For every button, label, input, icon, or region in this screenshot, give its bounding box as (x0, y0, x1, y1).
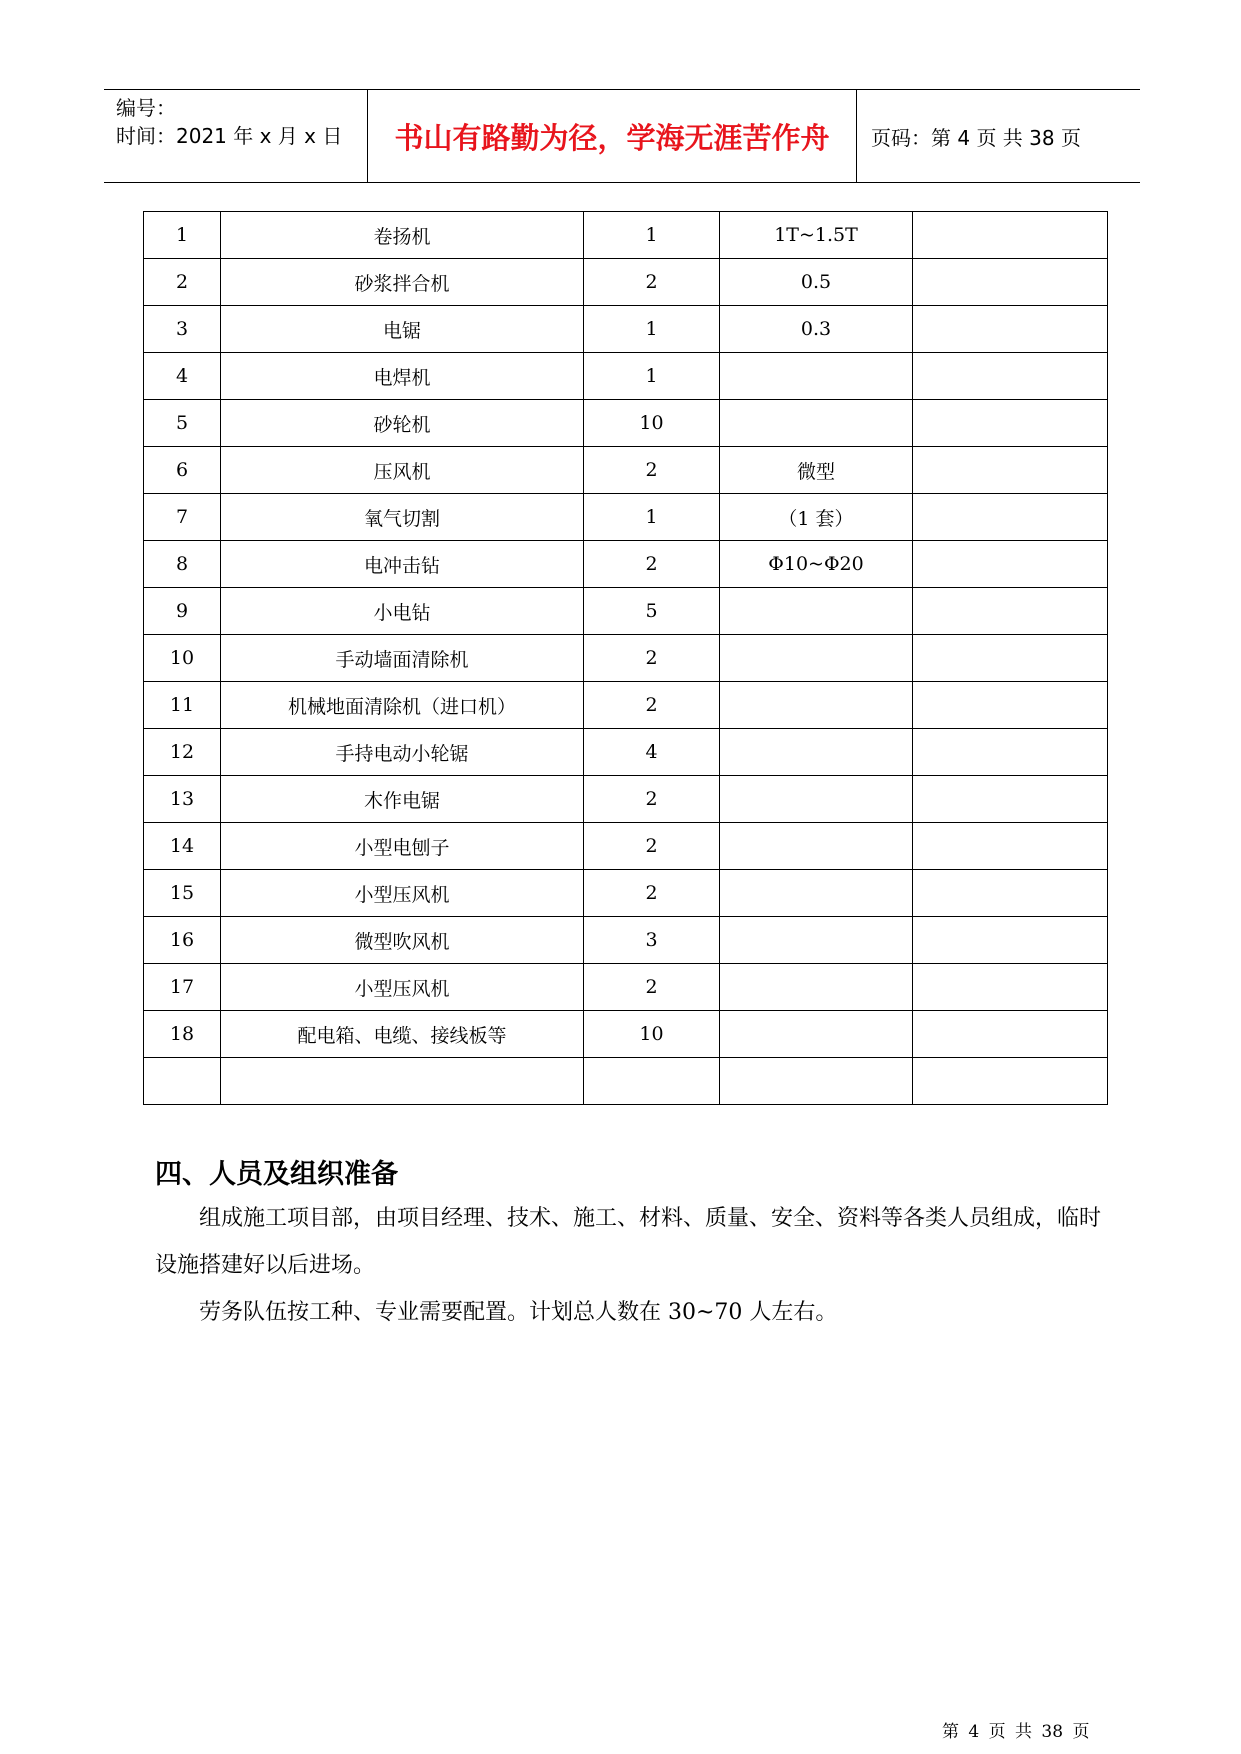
document-number-label: 编号： (116, 96, 176, 120)
row-index-cell: 18 (144, 1011, 221, 1058)
equipment-name-cell: 小型电刨子 (221, 823, 584, 870)
specification-cell (720, 635, 913, 682)
equipment-name-cell: 电冲击钻 (221, 541, 584, 588)
remark-cell (913, 917, 1108, 964)
equipment-name-cell: 电锯 (221, 306, 584, 353)
table-row (144, 776, 1108, 823)
row-index-cell: 3 (144, 306, 221, 353)
quantity-cell: 2 (584, 682, 720, 729)
equipment-name-cell: 手动墙面清除机 (221, 635, 584, 682)
quantity-cell: 2 (584, 635, 720, 682)
equipment-name-cell: 机械地面清除机（进口机） (221, 682, 584, 729)
remark-cell (913, 682, 1108, 729)
row-index-cell: 4 (144, 353, 221, 400)
table-row (144, 1011, 1108, 1058)
table-row (144, 964, 1108, 1011)
table-row (144, 823, 1108, 870)
header-meta (104, 90, 368, 182)
table-row (144, 259, 1108, 306)
specification-cell (720, 353, 913, 400)
table-row (144, 588, 1108, 635)
row-index-cell: 7 (144, 494, 221, 541)
section-heading: 四、人员及组织准备 (155, 1159, 398, 1190)
quantity-cell: 1 (584, 494, 720, 541)
remark-cell (913, 588, 1108, 635)
specification-cell (720, 400, 913, 447)
specification-cell (720, 823, 913, 870)
document-time-label: 时间：2021 年 x 月 x 日 (116, 124, 343, 148)
equipment-name-cell: 木作电锯 (221, 776, 584, 823)
specification-cell (720, 1011, 913, 1058)
quantity-cell: 10 (584, 400, 720, 447)
remark-cell (913, 400, 1108, 447)
table-row (144, 306, 1108, 353)
section-paragraph: 组成施工项目部，由项目经理、技术、施工、材料、质量、安全、资料等各类人员组成，临时设施搭建好以后进场。 (155, 1206, 1102, 1278)
quantity-cell: 2 (584, 447, 720, 494)
table-row (144, 682, 1108, 729)
section-personnel (155, 1155, 1115, 1336)
row-index-cell: 5 (144, 400, 221, 447)
row-index-cell: 6 (144, 447, 221, 494)
equipment-name-cell: 压风机 (221, 447, 584, 494)
specification-cell: 微型 (720, 447, 913, 494)
row-index-cell: 11 (144, 682, 221, 729)
remark-cell (913, 1011, 1108, 1058)
remark-cell (913, 964, 1108, 1011)
page-header (104, 89, 1140, 183)
row-index-cell: 8 (144, 541, 221, 588)
specification-cell (720, 729, 913, 776)
quantity-cell: 1 (584, 306, 720, 353)
quantity-cell: 2 (584, 823, 720, 870)
table-row (144, 870, 1108, 917)
specification-cell: （1 套） (720, 494, 913, 541)
quantity-cell: 1 (584, 212, 720, 259)
row-index-cell: 15 (144, 870, 221, 917)
table-row (144, 494, 1108, 541)
remark-cell (913, 870, 1108, 917)
row-index-cell: 2 (144, 259, 221, 306)
remark-cell (913, 306, 1108, 353)
equipment-name-cell: 微型吹风机 (221, 917, 584, 964)
quantity-cell (584, 1058, 720, 1105)
specification-cell (720, 870, 913, 917)
quantity-cell: 2 (584, 964, 720, 1011)
row-index-cell: 1 (144, 212, 221, 259)
row-index-cell: 17 (144, 964, 221, 1011)
remark-cell (913, 494, 1108, 541)
quantity-cell: 10 (584, 1011, 720, 1058)
table-row (144, 400, 1108, 447)
equipment-name-cell: 砂轮机 (221, 400, 584, 447)
row-index-cell: 13 (144, 776, 221, 823)
table-row (144, 353, 1108, 400)
equipment-name-cell (221, 1058, 584, 1105)
table-row (144, 729, 1108, 776)
quantity-cell: 2 (584, 259, 720, 306)
table-row (144, 447, 1108, 494)
row-index-cell: 10 (144, 635, 221, 682)
page-footer: 第 4 页 共 38 页 (942, 1722, 1090, 1742)
specification-cell (720, 1058, 913, 1105)
specification-cell (720, 964, 913, 1011)
equipment-name-cell: 手持电动小轮锯 (221, 729, 584, 776)
equipment-name-cell: 小型压风机 (221, 964, 584, 1011)
specification-cell: 0.3 (720, 306, 913, 353)
specification-cell (720, 776, 913, 823)
equipment-name-cell: 氧气切割 (221, 494, 584, 541)
table-row (144, 917, 1108, 964)
remark-cell (913, 447, 1108, 494)
quantity-cell: 1 (584, 353, 720, 400)
remark-cell (913, 729, 1108, 776)
row-index-cell: 14 (144, 823, 221, 870)
table-row (144, 212, 1108, 259)
remark-cell (913, 635, 1108, 682)
specification-cell: Φ10~Φ20 (720, 541, 913, 588)
specification-cell (720, 682, 913, 729)
quantity-cell: 3 (584, 917, 720, 964)
equipment-name-cell: 小型压风机 (221, 870, 584, 917)
specification-cell (720, 917, 913, 964)
table-row (144, 1058, 1108, 1105)
section-paragraph: 劳务队伍按工种、专业需要配置。计划总人数在 30~70 人左右。 (199, 1300, 838, 1325)
remark-cell (913, 541, 1108, 588)
quantity-cell: 5 (584, 588, 720, 635)
quantity-cell: 4 (584, 729, 720, 776)
equipment-name-cell: 卷扬机 (221, 212, 584, 259)
remark-cell (913, 776, 1108, 823)
row-index-cell: 9 (144, 588, 221, 635)
remark-cell (913, 1058, 1108, 1105)
equipment-table (143, 211, 1108, 1105)
quantity-cell: 2 (584, 870, 720, 917)
row-index-cell: 16 (144, 917, 221, 964)
remark-cell (913, 353, 1108, 400)
equipment-name-cell: 电焊机 (221, 353, 584, 400)
specification-cell: 0.5 (720, 259, 913, 306)
remark-cell (913, 212, 1108, 259)
specification-cell (720, 588, 913, 635)
row-index-cell (144, 1058, 221, 1105)
header-page-label: 页码：第 4 页 共 38 页 (871, 125, 1081, 150)
quantity-cell: 2 (584, 541, 720, 588)
equipment-name-cell: 小电钻 (221, 588, 584, 635)
specification-cell: 1T~1.5T (720, 212, 913, 259)
table-row (144, 541, 1108, 588)
row-index-cell: 12 (144, 729, 221, 776)
equipment-name-cell: 配电箱、电缆、接线板等 (221, 1011, 584, 1058)
table-row (144, 635, 1108, 682)
equipment-name-cell: 砂浆拌合机 (221, 259, 584, 306)
quantity-cell: 2 (584, 776, 720, 823)
remark-cell (913, 259, 1108, 306)
remark-cell (913, 823, 1108, 870)
header-motto: 书山有路勤为径，学海无涯苦作舟 (368, 90, 857, 182)
